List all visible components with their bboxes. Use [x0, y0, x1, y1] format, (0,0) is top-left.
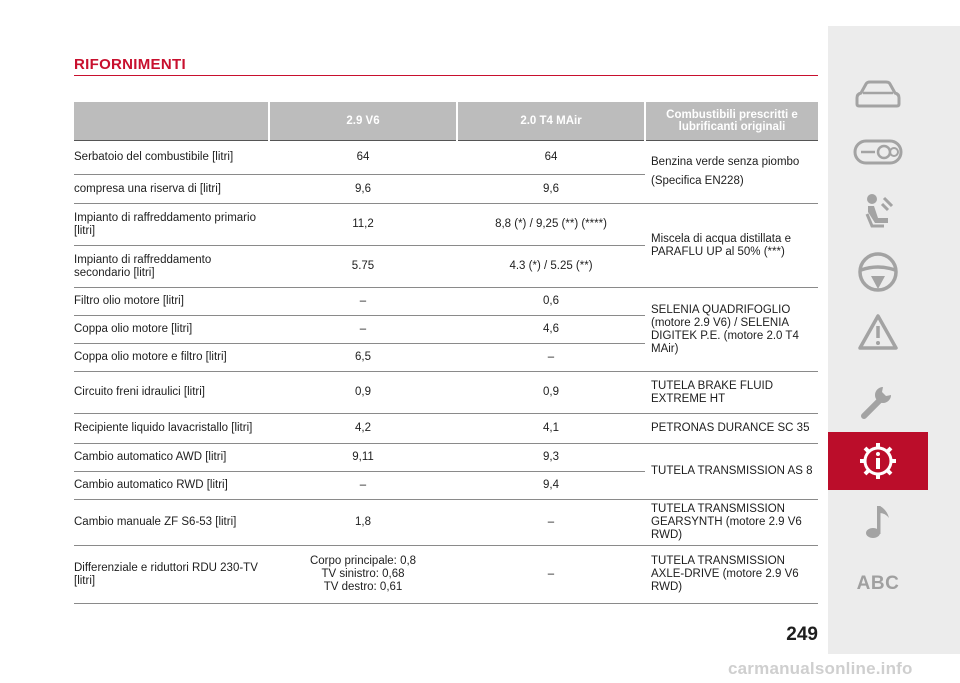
value-line: TV sinistro: 0,68	[321, 568, 405, 580]
value-20t4: 9,3	[457, 444, 645, 472]
value-29v6: 9,11	[269, 444, 457, 472]
header-engine-29v6: 2.9 V6	[269, 102, 457, 141]
table-row	[74, 500, 818, 546]
value-29v6: –	[269, 316, 457, 344]
sidebar-item-technical-data[interactable]	[828, 432, 928, 490]
value-29v6: 11,2	[269, 204, 457, 246]
value-29v6: –	[269, 288, 457, 316]
row-label: Differenziale e riduttori RDU 230-TV [litri]	[74, 546, 269, 604]
fluid-differential: TUTELA TRANSMISSION AXLE-DRIVE (motore 2.9 V6 RWD)	[645, 546, 818, 604]
sidebar-item-vehicle[interactable]	[828, 66, 928, 122]
value-20t4: 64	[457, 141, 645, 175]
settings-gear-icon	[858, 441, 898, 481]
watermark: carmanualsonline.info	[728, 659, 913, 678]
value-20t4: –	[457, 546, 645, 604]
row-label: Recipiente liquido lavacristallo [litri]	[74, 414, 269, 444]
sidebar-item-multimedia[interactable]	[828, 494, 928, 550]
page-title: RIFORNIMENTI	[74, 56, 186, 73]
value-20t4: 4,1	[457, 414, 645, 444]
row-label: Coppa olio motore e filtro [litri]	[74, 344, 269, 372]
value-20t4: 4.3 (*) / 5.25 (**)	[457, 246, 645, 288]
value-29v6: –	[269, 472, 457, 500]
row-label: Coppa olio motore [litri]	[74, 316, 269, 344]
fluid-engine-oil: SELENIA QUADRIFOGLIO (motore 2.9 V6) / SELENIA DIGITEK P.E. (motore 2.0 T4 MAir)	[645, 288, 818, 372]
refuelling-table	[74, 102, 818, 604]
value-20t4: 0,6	[457, 288, 645, 316]
header-engine-20t4: 2.0 T4 MAir	[457, 102, 645, 141]
value-29v6-multiline	[269, 546, 457, 604]
value-20t4: –	[457, 344, 645, 372]
row-label: Filtro olio motore [litri]	[74, 288, 269, 316]
table-row	[74, 372, 818, 414]
fluid-manual-transmission: TUTELA TRANSMISSION GEARSYNTH (motore 2.9 V6 RWD)	[645, 500, 818, 546]
value-20t4: 9,4	[457, 472, 645, 500]
page-number: 249	[786, 624, 818, 645]
dashboard-icon	[853, 138, 903, 166]
value-20t4: 0,9	[457, 372, 645, 414]
row-label: Cambio manuale ZF S6-53 [litri]	[74, 500, 269, 546]
airbag-seat-icon	[858, 192, 898, 232]
value-line: TV destro: 0,61	[323, 581, 403, 593]
value-29v6: 64	[269, 141, 457, 175]
value-20t4: 4,6	[457, 316, 645, 344]
table-row	[74, 546, 818, 604]
value-line: Corpo principale: 0,8	[309, 555, 417, 567]
chapter-sidebar	[828, 26, 960, 654]
value-29v6: 5.75	[269, 246, 457, 288]
row-label: Impianto di raffreddamento primario [litri]	[74, 204, 269, 246]
value-29v6: 4,2	[269, 414, 457, 444]
sidebar-item-index[interactable]	[828, 556, 928, 612]
sidebar-item-warnings[interactable]	[828, 304, 928, 360]
index-abc-label: ABC	[856, 573, 900, 594]
fluid-fuel	[645, 141, 818, 204]
fluid-automatic-transmission: TUTELA TRANSMISSION AS 8	[645, 444, 818, 500]
row-label: Cambio automatico RWD [litri]	[74, 472, 269, 500]
sidebar-item-driving[interactable]	[828, 244, 928, 300]
table-header-row	[74, 102, 818, 141]
fuel-spec-line-2: (Specifica EN228)	[651, 175, 744, 187]
fluid-brake: TUTELA BRAKE FLUID EXTREME HT	[645, 372, 818, 414]
value-29v6: 0,9	[269, 372, 457, 414]
row-label: compresa una riserva di [litri]	[74, 175, 269, 204]
car-icon	[855, 79, 901, 109]
header-fluids: Combustibili prescritti e lubrificanti originali	[645, 102, 818, 141]
sidebar-item-safety[interactable]	[828, 184, 928, 240]
fuel-spec-line-1: Benzina verde senza piombo	[651, 156, 800, 168]
sidebar-item-dashboard[interactable]	[828, 124, 928, 180]
fluid-coolant: Miscela di acqua distillata e PARAFLU UP al 50% (***)	[645, 204, 818, 288]
title-divider	[74, 75, 818, 76]
header-label-column	[74, 102, 269, 141]
fluid-washer: PETRONAS DURANCE SC 35	[645, 414, 818, 444]
steering-wheel-icon	[857, 251, 899, 293]
value-20t4: 9,6	[457, 175, 645, 204]
row-label: Impianto di raffreddamento secondario [litri]	[74, 246, 269, 288]
table-row	[74, 444, 818, 472]
warning-triangle-icon	[857, 313, 899, 351]
table-row	[74, 414, 818, 444]
value-29v6: 1,8	[269, 500, 457, 546]
value-20t4: –	[457, 500, 645, 546]
row-label: Circuito freni idraulici [litri]	[74, 372, 269, 414]
table-row	[74, 141, 818, 175]
table-row	[74, 204, 818, 246]
value-29v6: 6,5	[269, 344, 457, 372]
row-label: Serbatoio del combustibile [litri]	[74, 141, 269, 175]
music-note-icon	[863, 502, 893, 542]
row-label: Cambio automatico AWD [litri]	[74, 444, 269, 472]
value-20t4: 8,8 (*) / 9,25 (**) (****)	[457, 204, 645, 246]
table-row	[74, 288, 818, 316]
wrench-icon	[857, 379, 899, 421]
sidebar-item-maintenance[interactable]	[828, 372, 928, 428]
value-29v6: 9,6	[269, 175, 457, 204]
